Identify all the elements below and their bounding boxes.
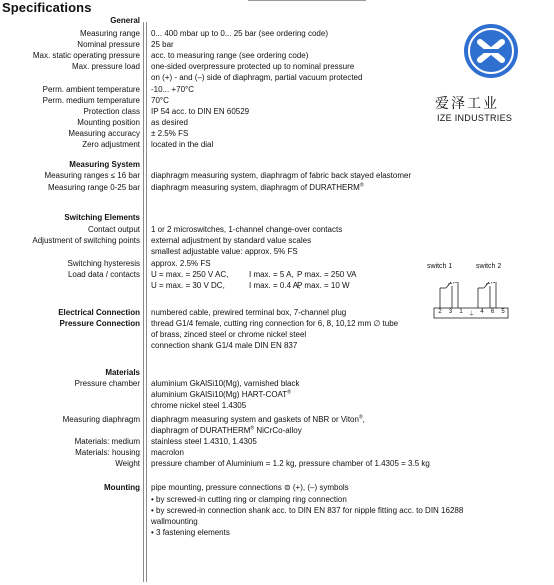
load-data-cell: I max. = 0.4 A, — [249, 281, 301, 290]
terminal-number: 1 — [459, 309, 463, 315]
spec-value — [151, 415, 365, 425]
switch-2-label: switch 2 — [476, 263, 502, 270]
spec-label: Weight — [115, 459, 140, 468]
spec-value — [151, 140, 213, 150]
spec-value-text: ± 2.5% FS — [151, 129, 189, 138]
ize-logo-icon — [462, 22, 520, 80]
spec-value — [151, 483, 349, 493]
spec-value — [151, 118, 188, 128]
registered-mark: ® — [359, 182, 364, 189]
spec-value — [151, 29, 328, 39]
spec-value-text: chrome nickel steel 1.4305 — [151, 401, 247, 410]
spec-label: Pressure chamber — [74, 379, 140, 388]
spec-value — [151, 426, 302, 436]
spec-label: Nominal pressure — [77, 40, 140, 49]
spec-value — [151, 506, 463, 516]
brand-name-en: IZE INDUSTRIES — [437, 113, 513, 123]
spec-value-text: stainless steel 1.4310, 1.4305 — [151, 437, 257, 446]
spec-value-tail: NiCrCo-alloy — [254, 426, 302, 435]
spec-value-text: diaphragm of DURATHERM — [151, 426, 251, 435]
spec-value-text: external adjustment by standard value scales — [151, 236, 312, 245]
spec-value-text: 25 bar — [151, 40, 174, 49]
terminal-number: 3 — [448, 309, 453, 315]
spec-value — [151, 495, 347, 505]
spec-value — [151, 96, 169, 106]
section-heading: General — [110, 16, 140, 25]
spec-label: Measuring accuracy — [68, 129, 140, 138]
spec-value — [151, 319, 398, 329]
registered-mark: ® — [250, 425, 255, 432]
spec-label: Perm. medium temperature — [42, 96, 140, 105]
spec-value — [151, 183, 364, 193]
spec-value-text: • by screwed-in cutting ring or clamping ring connection — [151, 495, 347, 504]
spec-label: Materials: housing — [75, 448, 140, 457]
spec-value-text: diaphragm measuring system, diaphragm of DURATHERM — [151, 183, 360, 192]
spec-value — [151, 236, 311, 246]
terminal-number: 4 — [480, 309, 484, 315]
spec-value — [151, 437, 257, 447]
spec-value — [151, 459, 430, 469]
spec-value-text: -10... +70°C — [151, 85, 194, 94]
spec-label: Switching hysteresis — [67, 259, 140, 268]
spec-value-text: diaphragm measuring system, diaphragm of fabric back stayed elastomer — [151, 171, 412, 180]
spec-value-text: 70°C — [151, 96, 169, 105]
spec-value-tail: , — [362, 415, 365, 424]
spec-value-text: wallmounting — [151, 517, 198, 526]
spec-value — [151, 401, 246, 411]
spec-label: Measuring range — [79, 29, 140, 38]
spec-value-text: on (+) - and (–) side of diaphragm, partial vacuum protected — [151, 73, 363, 82]
spec-value-text: one-sided overpressure protected up to nominal pressure — [151, 62, 355, 71]
spec-value — [151, 247, 298, 257]
top-rule — [248, 0, 366, 1]
spec-value-text: • 3 fastening elements — [151, 528, 230, 537]
spec-value — [151, 85, 194, 95]
column-divider — [143, 22, 144, 582]
spec-value-text: 0... 400 mbar up to 0... 25 bar (see ordering code) — [151, 29, 328, 38]
spec-value — [151, 270, 377, 280]
spec-value — [151, 259, 211, 269]
spec-value-text: smallest adjustable value: approx. 5% FS — [151, 247, 298, 256]
spec-label: Perm. ambient temperature — [42, 85, 140, 94]
column-divider — [146, 22, 147, 582]
spec-label: Load data / contacts — [67, 270, 140, 279]
spec-label: Measuring ranges ≤ 16 bar — [44, 171, 140, 180]
spec-value — [151, 225, 342, 235]
load-data-cell: U = max. = 250 V AC, — [151, 270, 229, 279]
section-heading: Mounting — [104, 483, 140, 492]
spec-label: Measuring diaphragm — [62, 415, 140, 424]
spec-label: Max. pressure load — [71, 62, 140, 71]
spec-value — [151, 73, 362, 83]
section-heading: Electrical Connection — [58, 308, 140, 317]
spec-value-text: located in the dial — [151, 140, 214, 149]
spec-value — [151, 390, 291, 400]
spec-value — [151, 330, 306, 340]
spec-value — [151, 129, 188, 139]
load-data-cell: I max. = 5 A, — [249, 270, 294, 279]
spec-value-text: pipe mounting, pressure connections ⊜ (+), (–) symbols — [151, 483, 349, 492]
spec-value-text: of brass, zinced steel or chrome nickel steel — [151, 330, 307, 339]
spec-value-text: approx. 2.5% FS — [151, 259, 211, 268]
spec-value-text: acc. to measuring range (see ordering code) — [151, 51, 309, 60]
spec-value — [151, 341, 297, 351]
spec-value — [151, 308, 346, 318]
spec-value — [151, 171, 411, 181]
load-data-cell: U = max. = 30 V DC, — [151, 281, 225, 290]
registered-mark: ® — [358, 414, 363, 421]
spec-value-text: macrolon — [151, 448, 184, 457]
terminal-number: ⏚ — [468, 312, 475, 318]
spec-label: Protection class — [83, 107, 140, 116]
page-title: Specifications — [2, 0, 92, 15]
spec-label: Zero adjustment — [82, 140, 140, 149]
spec-value — [151, 40, 174, 50]
spec-value — [151, 379, 300, 389]
spec-value — [151, 107, 249, 117]
spec-value — [151, 528, 230, 538]
spec-value-text: thread G1/4 female, cutting ring connection for 6, 8, 10,12 mm ∅ tube — [151, 319, 399, 328]
spec-label: Mounting position — [77, 118, 140, 127]
spec-value-text: diaphragm measuring system and gaskets of NBR or Viton — [151, 415, 359, 424]
spec-value — [151, 51, 308, 61]
spec-label: Materials: medium — [74, 437, 140, 446]
terminal-number: 5 — [501, 309, 505, 315]
spec-value — [151, 281, 377, 291]
terminal-number: 2 — [438, 309, 442, 315]
registered-mark: ® — [287, 389, 291, 396]
spec-value — [151, 62, 354, 72]
section-heading: Pressure Connection — [59, 319, 140, 328]
spec-value-text: IP 54 acc. to DIN EN 60529 — [151, 107, 250, 116]
section-heading: Materials — [105, 368, 140, 377]
spec-label: Max. static operating pressure — [32, 51, 140, 60]
brand-name-cn: 爱泽工业 — [435, 96, 499, 112]
spec-value-text: aluminium GkAlSi10(Mg), varnished black — [151, 379, 300, 388]
spec-value-text: as desired — [151, 118, 188, 127]
spec-value-text: aluminium GkAlSi10(Mg) HART-COAT — [151, 390, 288, 399]
switch-1-label: switch 1 — [427, 263, 453, 270]
section-heading: Switching Elements — [64, 213, 140, 222]
spec-value-text: 1 or 2 microswitches, 1-channel change-over contacts — [151, 225, 343, 234]
spec-value-text: numbered cable, prewired terminal box, 7-channel plug — [151, 308, 347, 317]
spec-value-text: • by screwed-in connection shank acc. to DIN EN 837 for nipple fitting acc. to DIN 16288 — [151, 506, 464, 515]
spec-label: Contact output — [87, 225, 140, 234]
spec-label: Measuring range 0-25 bar — [47, 183, 140, 192]
spec-value-text: connection shank G1/4 male DIN EN 837 — [151, 341, 298, 350]
terminal-number: 6 — [490, 309, 495, 315]
spec-value — [151, 517, 198, 527]
spec-label: Adjustment of switching points — [32, 236, 140, 245]
section-heading: Measuring System — [69, 160, 140, 169]
load-data-cell: P max. = 10 W — [297, 281, 350, 290]
spec-value — [151, 448, 184, 458]
spec-value-text: pressure chamber of Aluminium = 1.2 kg, pressure chamber of 1.4305 = 3.5 kg — [151, 459, 430, 468]
load-data-cell: P max. = 250 VA — [297, 270, 357, 279]
